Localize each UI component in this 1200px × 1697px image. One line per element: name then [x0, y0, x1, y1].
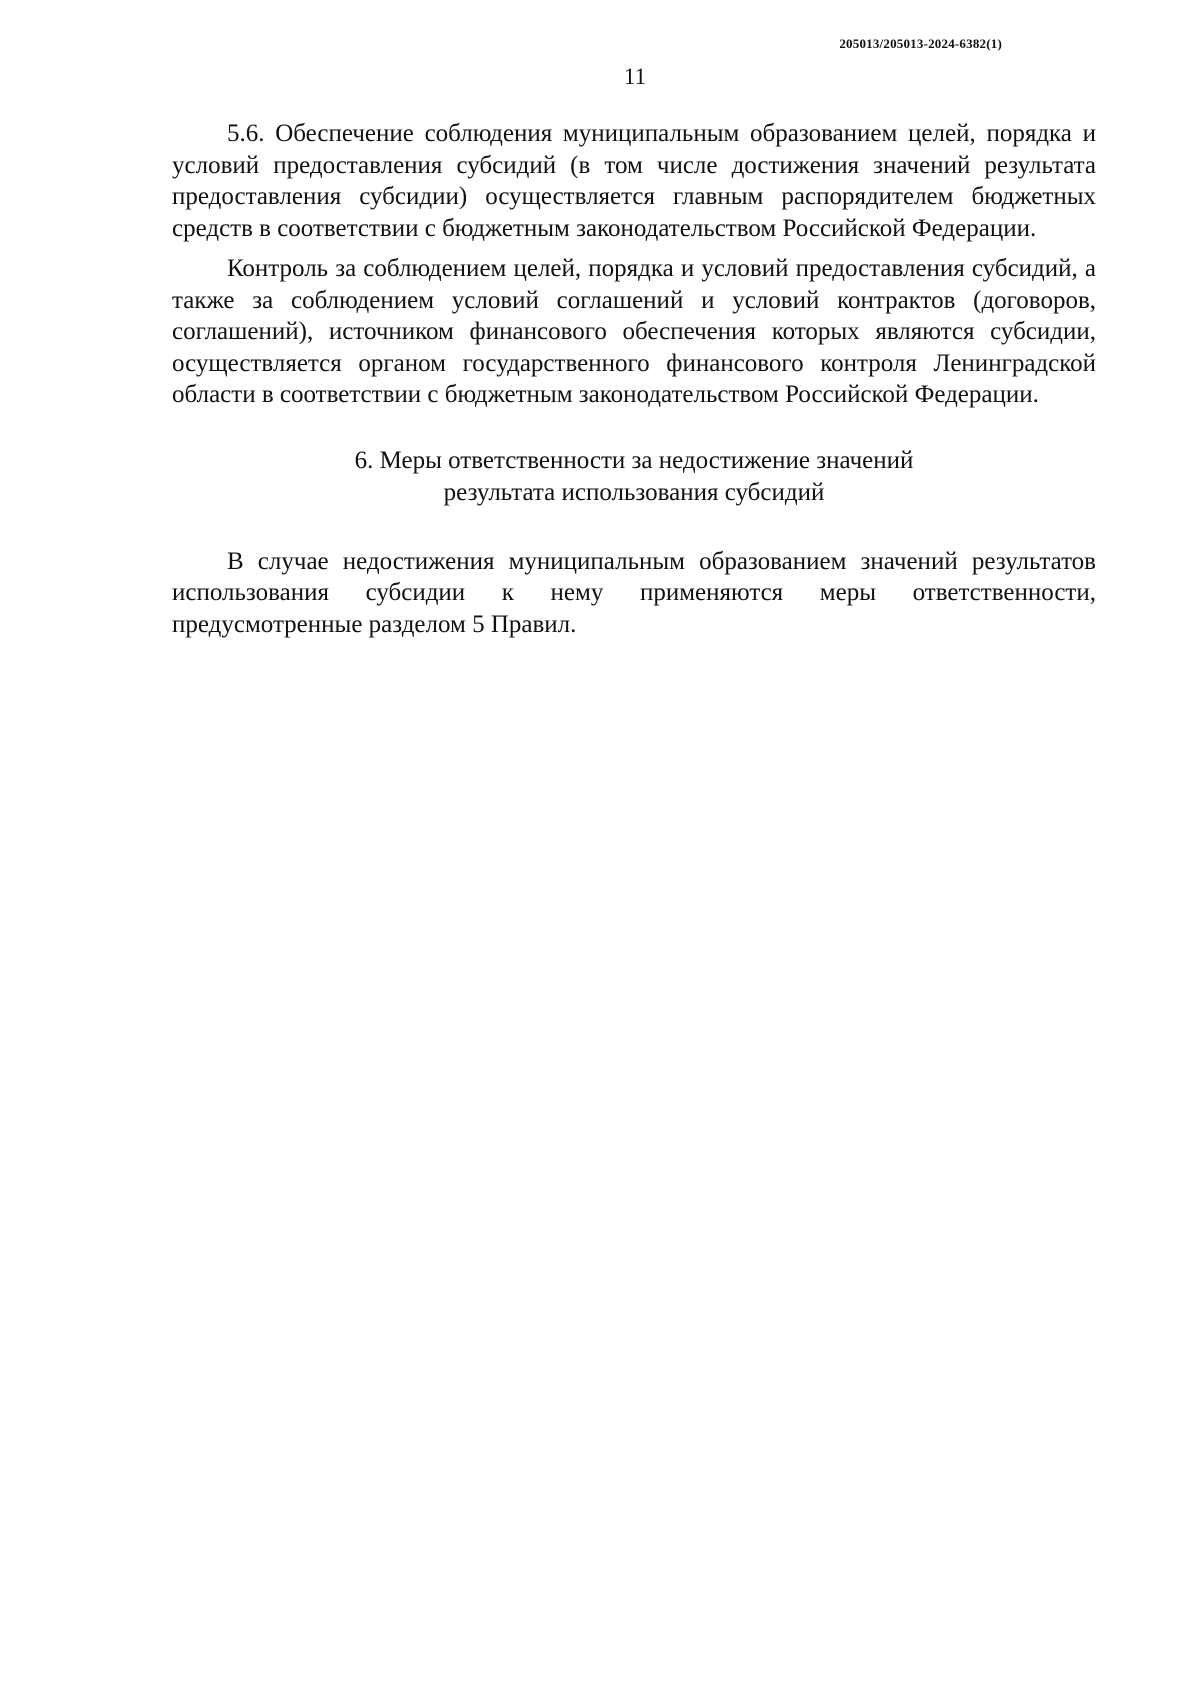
section-6-heading — [172, 445, 1096, 509]
paragraph-control: Контроль за соблюдением целей, порядка и условий предоставления субсидий, а также за соблюдением условий соглашений и условий контрактов (договоров, соглашений), источником финансового обеспечения которых являются субсидии, осуществляется органом государственного финансового контроля Ленинградской области в соответствии с бюджетным законодательством Российской Федерации. — [172, 255, 1096, 408]
document-id: 205013/205013-2024-6382(1) — [839, 36, 1002, 51]
paragraph-5-6: 5.6. Обеспечение соблюдения муниципальным образованием целей, порядка и условий предоставления субсидий (в том числе достижения значений результата предоставления субсидии) осуществляется главным распорядителем бюджетных средств в соответствии с бюджетным законодательством Российской Федерации. — [172, 120, 1096, 242]
paragraph-section-6: В случае недостижения муниципальным образованием значений результатов использования субсидии к нему применяются меры ответственности, предусмотренные разделом 5 Правил. — [172, 547, 1096, 638]
document-body — [172, 118, 1096, 649]
section-6-heading-line-2: результата использования субсидий — [443, 478, 825, 506]
section-6-heading-line-1: 6. Меры ответственности за недостижение значений — [354, 446, 914, 474]
page-number: 11 — [623, 64, 647, 89]
